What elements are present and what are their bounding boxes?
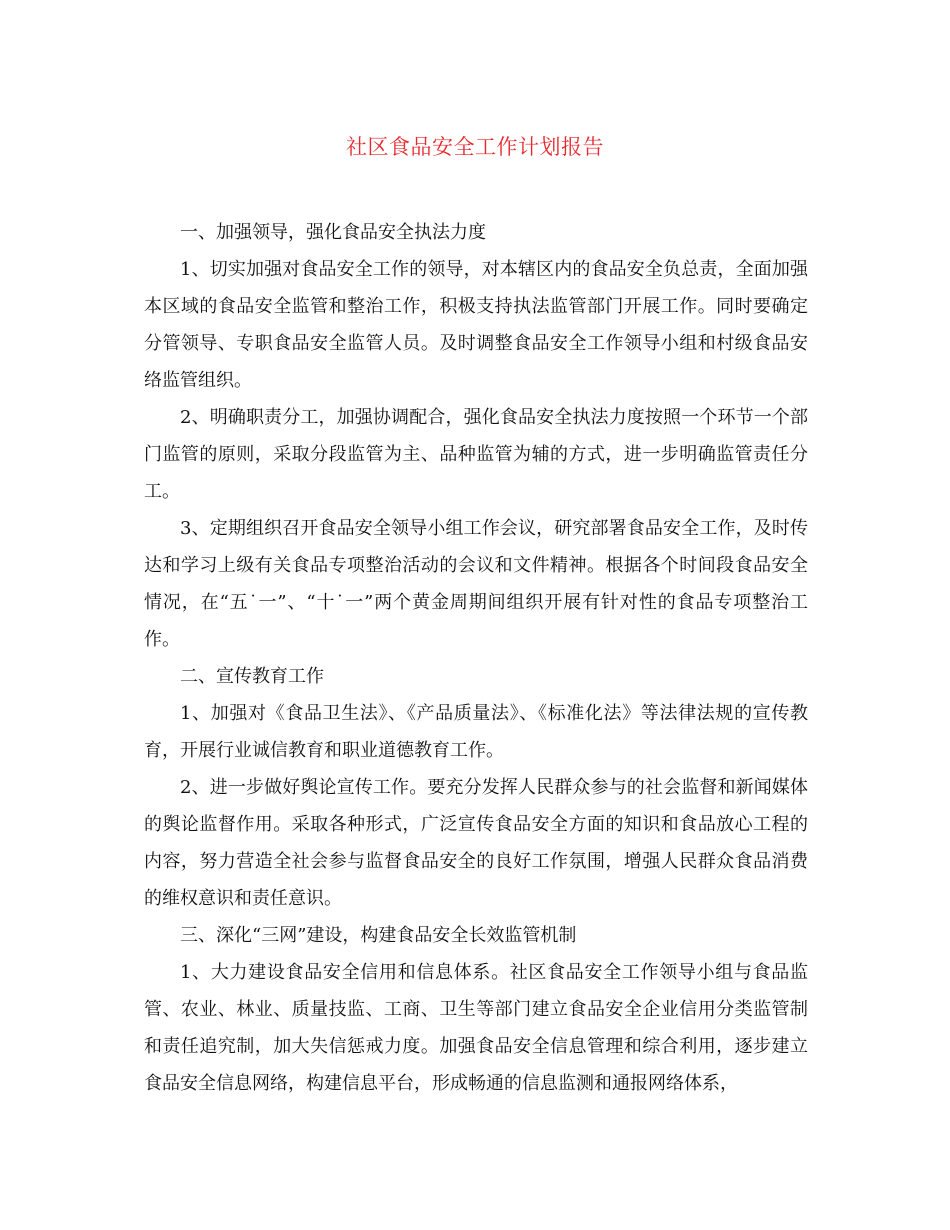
section-heading-2: 二、宣传教育工作 [180, 666, 324, 687]
paragraph: 1、大力建设食品安全信用和信息体系。社区食品安全工作领导小组与食品监管、农业、林业、质量技监、工商、卫生等部门建立食品安全企业信用分类监管制和责任追究制，加大失信惩戒力度。加强食品安全信息管理和综合利用，逐步建立食品安全信息网络，构建信息平台，形成畅通的信息监测和通报网络体系， [144, 962, 808, 1094]
paragraph: 1、加强对《食品卫生法》、《产品质量法》、《标准化法》等法律法规的宣传教育，开展行业诚信教育和职业道德教育工作。 [144, 703, 808, 761]
document-body [144, 214, 808, 1102]
document-title: 社区食品安全工作计划报告 [346, 135, 604, 159]
section-heading-1: 一、加强领导，强化食品安全执法力度 [180, 222, 486, 243]
paragraph: 2、进一步做好舆论宣传工作。要充分发挥人民群众参与的社会监督和新闻媒体的舆论监督作用。采取各种形式，广泛宣传食品安全方面的知识和食品放心工程的内容，努力营造全社会参与监督食品安全的良好工作氛围，增强人民群众食品消费的维权意识和责任意识。 [144, 777, 808, 909]
paragraph: 2、明确职责分工，加强协调配合，强化食品安全执法力度按照一个环节一个部门监管的原则，采取分段监管为主、品种监管为辅的方式，进一步明确监管责任分工。 [144, 407, 808, 502]
paragraph: 3、定期组织召开食品安全领导小组工作会议，研究部署食品安全工作，及时传达和学习上级有关食品专项整治活动的会议和文件精神。根据各个时间段食品安全情况，在“五˙一”、“十˙一”两个黄金周期间组织开展有针对性的食品专项整治工作。 [144, 518, 808, 650]
paragraph: 1、切实加强对食品安全工作的领导，对本辖区内的食品安全负总责，全面加强本区域的食品安全监管和整治工作，积极支持执法监管部门开展工作。同时要确定分管领导、专职食品安全监管人员。及时调整食品安全工作领导小组和村级食品安络监管组织。 [144, 259, 808, 391]
section-heading-3: 三、深化“三网”建设，构建食品安全长效监管机制 [180, 925, 577, 946]
